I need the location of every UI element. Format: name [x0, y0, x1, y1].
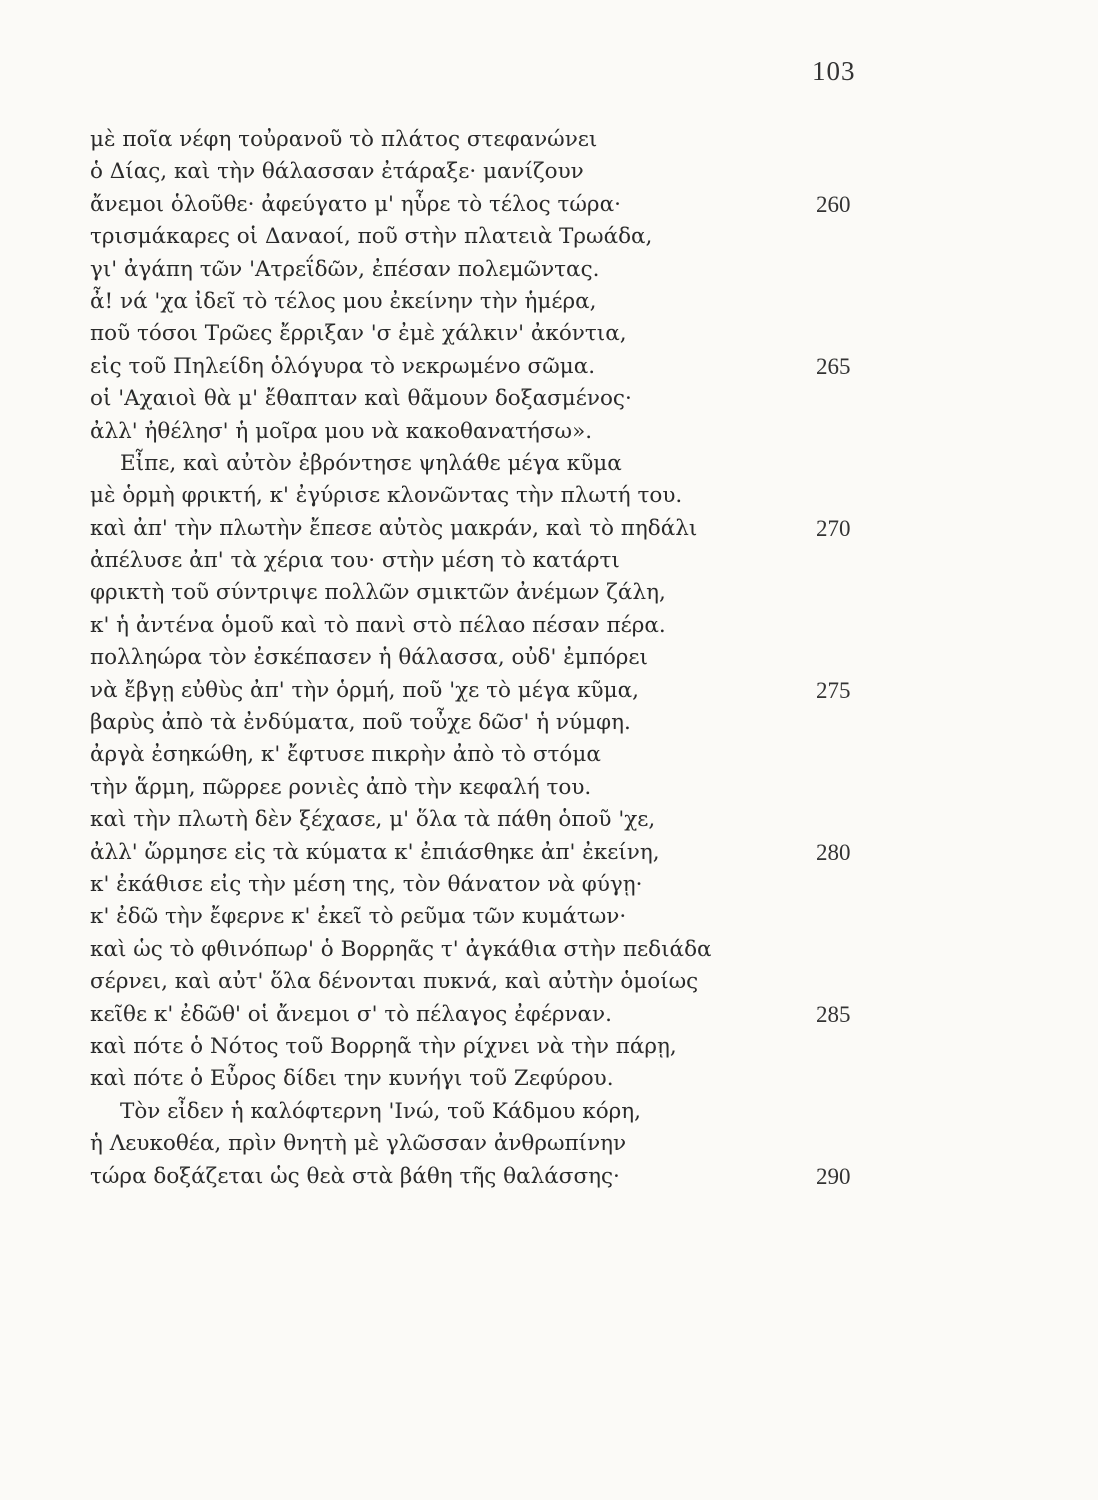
verse-line — [90, 707, 990, 739]
verse-line — [90, 124, 990, 156]
verse-text: οἱ 'Αχαιοὶ θὰ μ' ἔθαπταν καὶ θᾶμουν δοξασμένος· — [90, 386, 632, 412]
verse-text: καὶ πότε ὁ Νότος τοῦ Βορρηᾶ τὴν ρίχνει νὰ τὴν πάρῃ, — [90, 1033, 677, 1059]
verse-text: ἀλλ' ὥρμησε εἰς τὰ κύματα κ' ἐπιάσθηκε ἀπ' ἐκείνη, — [90, 839, 660, 865]
verse-line — [90, 837, 990, 869]
verse-line — [90, 416, 990, 448]
verse-line — [90, 999, 990, 1031]
verse-line — [90, 1031, 990, 1063]
verse-line — [90, 739, 990, 771]
verse-line — [90, 1096, 990, 1128]
verse-line — [90, 545, 990, 577]
verse-text: καὶ ὡς τὸ φθινόπωρ' ὁ Βορρηᾶς τ' ἀγκάθια στὴν πεδιάδα — [90, 936, 712, 962]
page-number: 103 — [812, 56, 856, 86]
verse-line — [90, 383, 990, 415]
verse-text: ἡ Λευκοθέα, πρὶν θνητὴ μὲ γλῶσσαν ἀνθρωπίνην — [90, 1131, 627, 1157]
verse-line — [90, 189, 990, 221]
verse-text: τρισμάκαρες οἱ Δαναοί, ποῦ στὴν πλατειὰ Τρωάδα, — [90, 224, 653, 250]
line-number: 285 — [816, 1001, 851, 1027]
verse-line — [90, 675, 990, 707]
verse-text: Εἶπε, καὶ αὐτὸν ἐβρόντησε ψηλάθε μέγα κῦμα — [120, 450, 622, 476]
verse-text: μὲ ὁρμὴ φρικτή, κ' ἐγύρισε κλονῶντας τὴν πλωτή του. — [90, 483, 683, 509]
line-number: 270 — [816, 515, 851, 541]
verse-text: ἆ! νά 'χα ἰδεῖ τὸ τέλος μου ἐκείνην τὴν ἡμέρα, — [90, 288, 597, 314]
verse-text: τὴν ἅρμη, πῶρρεε ρονιὲς ἀπὸ τὴν κεφαλή του. — [90, 774, 592, 800]
verse-text: πολληώρα τὸν ἐσκέπασεν ἡ θάλασσα, οὐδ' ἐμπόρει — [90, 645, 648, 671]
line-number: 260 — [816, 191, 851, 217]
verse-line — [90, 642, 990, 674]
verse-text: καὶ πότε ὁ Εὖρος δίδει την κυνήγι τοῦ Ζεφύρου. — [90, 1066, 614, 1092]
verse-text: ἄνεμοι ὁλοῦθε· ἀφεύγατο μ' ηὗρε τὸ τέλος τώρα· — [90, 191, 621, 217]
verse-line — [90, 966, 990, 998]
verse-line — [90, 869, 990, 901]
verse-line — [90, 318, 990, 350]
verse-text: ἀλλ' ἠθέλησ' ἡ μοῖρα μου νὰ κακοθανατήσω». — [90, 418, 593, 444]
verse-text: κ' ἡ ἀντένα ὁμοῦ καὶ τὸ πανὶ στὸ πέλαο πέσαν πέρα. — [90, 612, 666, 638]
verse-text: εἰς τοῦ Πηλείδη ὁλόγυρα τὸ νεκρωμένο σῶμα. — [90, 353, 596, 379]
verse-text: κεῖθε κ' ἐδῶθ' οἱ ἄνεμοι σ' τὸ πέλαγος ἐφέρναν. — [90, 1001, 612, 1027]
verse-text: βαρὺς ἀπὸ τὰ ἐνδύματα, ποῦ τοὖχε δῶσ' ἡ νύμφη. — [90, 710, 631, 736]
verse-line — [90, 254, 990, 286]
verse-line — [90, 156, 990, 188]
verse-line — [90, 448, 990, 480]
verse-line — [90, 1161, 990, 1193]
verse-text: μὲ ποῖα νέφη τοὐρανοῦ τὸ πλάτος στεφανώνει — [90, 127, 598, 152]
verse-line — [90, 513, 990, 545]
verse-text: ἀργὰ ἐσηκώθη, κ' ἔφτυσε πικρὴν ἀπὸ τὸ στόμα — [90, 742, 601, 768]
verse-text: κ' ἐκάθισε εἰς τὴν μέση της, τὸν θάνατον νὰ φύγῃ· — [90, 871, 643, 897]
verse-line — [90, 286, 990, 318]
verse-text: νὰ ἔβγῃ εὐθὺς ἀπ' τὴν ὁρμή, ποῦ 'χε τὸ μέγα κῦμα, — [90, 677, 639, 703]
verse-line — [90, 577, 990, 609]
verse-text: ὁ Δίας, καὶ τὴν θάλασσαν ἐτάραξε· μανίζουν — [90, 159, 584, 185]
verse-line — [90, 351, 990, 383]
verse-text: ἀπέλυσε ἀπ' τὰ χέρια του· στὴν μέση τὸ κατάρτι — [90, 548, 620, 574]
verse-text: καὶ τὴν πλωτὴ δὲν ξέχασε, μ' ὅλα τὰ πάθη ὁποῦ 'χε, — [90, 807, 656, 833]
verse-line — [90, 1063, 990, 1095]
verse-text: ποῦ τόσοι Τρῶες ἔρριξαν 'σ ἐμὲ χάλκιν' ἀκόντια, — [90, 321, 627, 347]
line-number: 280 — [816, 839, 851, 865]
verse-text: καὶ ἀπ' τὴν πλωτὴν ἔπεσε αὐτὸς μακράν, καὶ τὸ πηδάλι — [90, 515, 698, 541]
line-number: 265 — [816, 353, 851, 379]
verse-line — [90, 221, 990, 253]
line-number: 275 — [816, 677, 851, 703]
verse-text: κ' ἐδῶ τὴν ἔφερνε κ' ἐκεῖ τὸ ρεῦμα τῶν κυμάτων· — [90, 904, 627, 930]
verse-text: φρικτὴ τοῦ σύντριψε πολλῶν σμικτῶν ἀνέμων ζάλη, — [90, 580, 666, 606]
verse-line — [90, 772, 990, 804]
poem-text — [90, 124, 990, 1193]
verse-line — [90, 934, 990, 966]
verse-text: Τὸν εἶδεν ἡ καλόφτερνη 'Ινώ, τοῦ Κάδμου κόρη, — [120, 1098, 641, 1124]
verse-text: σέρνει, καὶ αὐτ' ὅλα δένονται πυκνά, καὶ αὐτὴν ὁμοίως — [90, 969, 699, 995]
line-number: 290 — [816, 1163, 851, 1189]
verse-text: τώρα δοξάζεται ὡς θεὰ στὰ βάθη τῆς θαλάσσης· — [90, 1163, 620, 1189]
verse-line — [90, 610, 990, 642]
verse-line — [90, 901, 990, 933]
verse-line — [90, 804, 990, 836]
verse-line — [90, 480, 990, 512]
verse-line — [90, 1128, 990, 1160]
verse-text: γι' ἀγάπη τῶν 'Ατρεΐδῶν, ἐπέσαν πολεμῶντας. — [90, 256, 600, 282]
